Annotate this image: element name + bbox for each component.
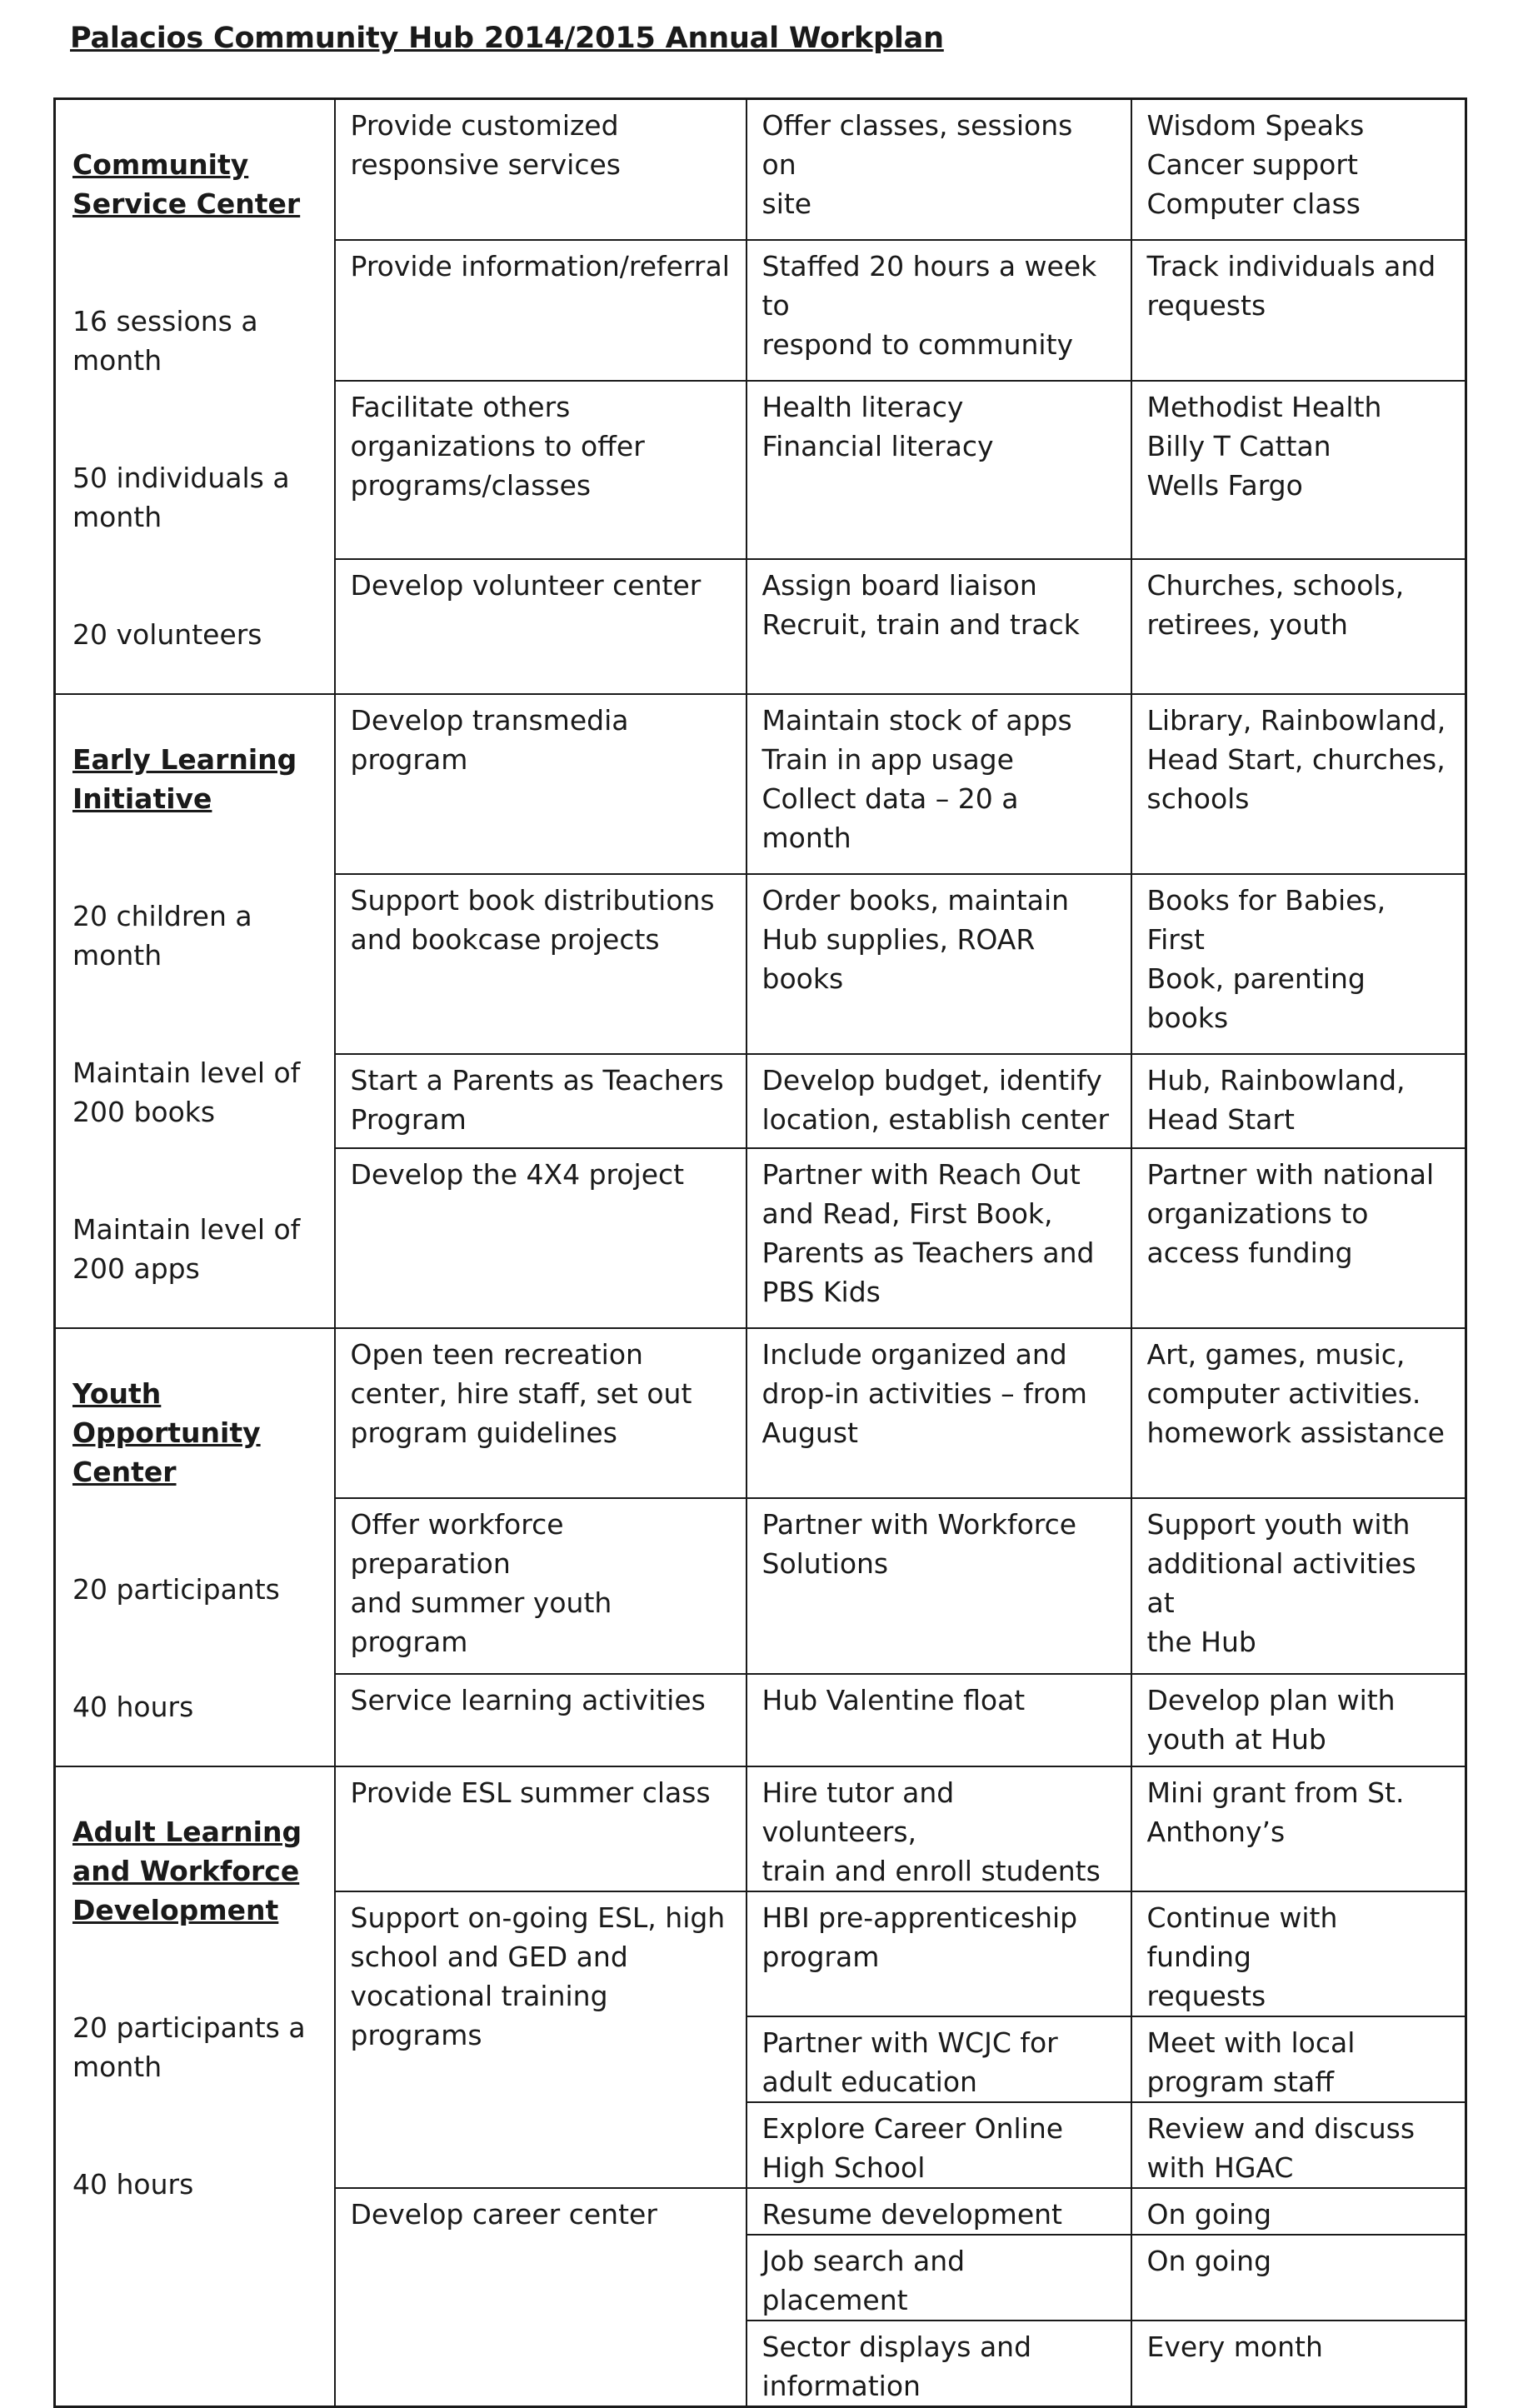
goal-cell: Support book distributions and bookcase projects xyxy=(335,874,747,1054)
partners-cell: Wisdom Speaks Cancer support Computer class xyxy=(1131,99,1466,240)
partners-cell: Partner with national organizations to access funding xyxy=(1131,1148,1466,1328)
document-title: Palacios Community Hub 2014/2015 Annual Workplan xyxy=(70,22,944,55)
action-cell: Explore Career Online High School xyxy=(747,2102,1131,2188)
action-cell: Maintain stock of apps Train in app usage Collect data – 20 a month xyxy=(747,694,1131,874)
goal-cell: Provide customized responsive services xyxy=(335,99,747,240)
section-metric: 40 hours xyxy=(72,1691,194,1723)
goal-cell: Provide information/referral xyxy=(335,240,747,381)
goal-cell: Develop volunteer center xyxy=(335,559,747,694)
partners-cell: Mini grant from St. Anthony’s xyxy=(1131,1766,1466,1891)
partners-cell: Support youth with additional activities at the Hub xyxy=(1131,1498,1466,1674)
goal-cell: Open teen recreation center, hire staff, set out program guidelines xyxy=(335,1328,747,1498)
action-cell: Job search and placement xyxy=(747,2235,1131,2321)
action-cell: Sector displays and information xyxy=(747,2321,1131,2407)
action-cell: Hire tutor and volunteers, train and enroll students xyxy=(747,1766,1131,1891)
section-metric: 50 individuals a month xyxy=(72,462,290,533)
partners-cell: Develop plan with youth at Hub xyxy=(1131,1674,1466,1766)
partners-cell: Methodist Health Billy T Cattan Wells Fargo xyxy=(1131,381,1466,559)
partners-cell: Continue with funding requests xyxy=(1131,1891,1466,2016)
action-cell: Include organized and drop-in activities – from August xyxy=(747,1328,1131,1498)
action-cell: Develop budget, identify location, establish center xyxy=(747,1054,1131,1148)
action-cell: Order books, maintain Hub supplies, ROAR books xyxy=(747,874,1131,1054)
workplan-table xyxy=(53,97,1467,2408)
section-metric: Maintain level of 200 books xyxy=(72,1057,301,1128)
action-cell: Assign board liaison Recruit, train and track xyxy=(747,559,1131,694)
section-cell-adult-learning-workforce xyxy=(55,1766,335,2407)
goal-cell: Service learning activities xyxy=(335,1674,747,1766)
goal-cell: Provide ESL summer class xyxy=(335,1766,747,1891)
goal-cell: Support on-going ESL, high school and GED and vocational training programs xyxy=(335,1891,747,2188)
section-metric: 16 sessions a month xyxy=(72,305,258,377)
action-cell: Health literacy Financial literacy xyxy=(747,381,1131,559)
section-metric: Maintain level of 200 apps xyxy=(72,1213,301,1285)
table-row xyxy=(55,694,1466,874)
section-cell-youth-opportunity-center xyxy=(55,1328,335,1766)
partners-cell: Library, Rainbowland, Head Start, churches, schools xyxy=(1131,694,1466,874)
section-metric: 20 participants xyxy=(72,1573,280,1606)
table-row xyxy=(55,99,1466,240)
partners-cell: Hub, Rainbowland, Head Start xyxy=(1131,1054,1466,1148)
table-row xyxy=(55,1766,1466,1891)
partners-cell: Every month xyxy=(1131,2321,1466,2407)
partners-cell: On going xyxy=(1131,2188,1466,2235)
action-cell: Resume development xyxy=(747,2188,1131,2235)
partners-cell: Review and discuss with HGAC xyxy=(1131,2102,1466,2188)
action-cell: Staffed 20 hours a week to respond to community xyxy=(747,240,1131,381)
partners-cell: Churches, schools, retirees, youth xyxy=(1131,559,1466,694)
section-heading: Youth Opportunity Center xyxy=(72,1377,261,1488)
action-cell: Partner with Workforce Solutions xyxy=(747,1498,1131,1674)
partners-cell: Track individuals and requests xyxy=(1131,240,1466,381)
goal-cell: Develop the 4X4 project xyxy=(335,1148,747,1328)
section-cell-early-learning-initiative xyxy=(55,694,335,1328)
goal-cell: Start a Parents as Teachers Program xyxy=(335,1054,747,1148)
section-heading: Community Service Center xyxy=(72,148,301,220)
action-cell: HBI pre-apprenticeship program xyxy=(747,1891,1131,2016)
section-metric: 40 hours xyxy=(72,2168,194,2201)
action-cell: Partner with WCJC for adult education xyxy=(747,2016,1131,2102)
partners-cell: Art, games, music, computer activities. homework assistance xyxy=(1131,1328,1466,1498)
goal-cell: Facilitate others organizations to offer programs/classes xyxy=(335,381,747,559)
goal-cell: Offer workforce preparation and summer youth program xyxy=(335,1498,747,1674)
section-metric: 20 children a month xyxy=(72,900,252,972)
partners-cell: Books for Babies, First Book, parenting books xyxy=(1131,874,1466,1054)
section-heading: Early Learning Initiative xyxy=(72,743,297,815)
section-metric: 20 volunteers xyxy=(72,618,262,651)
action-cell: Partner with Reach Out and Read, First Book, Parents as Teachers and PBS Kids xyxy=(747,1148,1131,1328)
section-metric: 20 participants a month xyxy=(72,2011,306,2083)
section-cell-community-service-center xyxy=(55,99,335,695)
partners-cell: On going xyxy=(1131,2235,1466,2321)
table-row xyxy=(55,1328,1466,1498)
goal-cell: Develop career center xyxy=(335,2188,747,2407)
section-heading: Adult Learning and Workforce Development xyxy=(72,1816,302,1926)
goal-cell: Develop transmedia program xyxy=(335,694,747,874)
partners-cell: Meet with local program staff xyxy=(1131,2016,1466,2102)
action-cell: Hub Valentine float xyxy=(747,1674,1131,1766)
action-cell: Offer classes, sessions on site xyxy=(747,99,1131,240)
